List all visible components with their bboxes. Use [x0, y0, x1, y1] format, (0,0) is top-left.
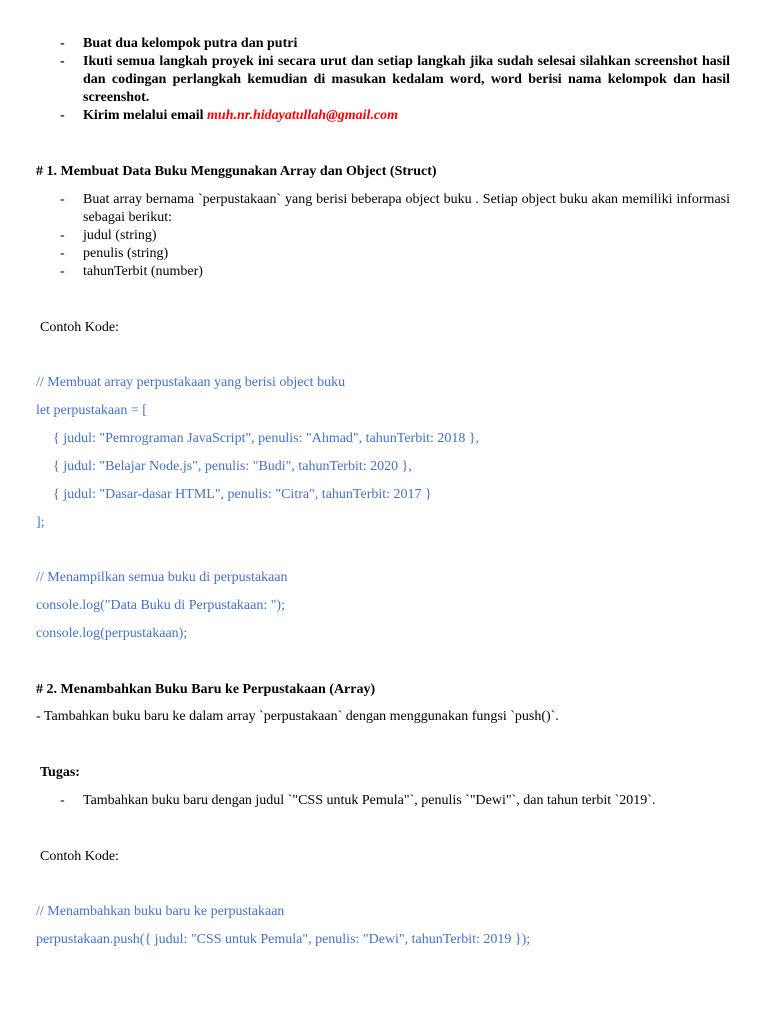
intro-item-groups	[60, 35, 730, 53]
intro-item-text	[83, 107, 730, 125]
section1-bullet-text: Buat array bernama `perpustakaan` yang berisi beberapa object buku . Setiap object buku akan memiliki informasi sebagai berikut:	[83, 192, 730, 225]
code-line: console.log(perpustakaan);	[36, 626, 188, 641]
list-bullet: -	[60, 793, 65, 808]
intro-item-text: Ikuti semua langkah proyek ini secara urut dan setiap langkah jika sudah selesai silahkan screenshot hasil dan codingan perlangkah kemudian di masukan kedalam word, word berisi nama kelompok dan hasil screenshot.	[83, 54, 730, 105]
code-line: { judul: "Belajar Node.js", penulis: "Budi", tahunTerbit: 2020 },	[53, 459, 412, 474]
section2-task-label: Tugas:	[40, 765, 80, 780]
list-bullet: -	[60, 54, 65, 69]
email-link[interactable]: muh.nr.hidayatullah@gmail.com	[207, 108, 399, 123]
code-line: console.log("Data Buku di Perpustakaan: ");	[36, 598, 285, 613]
section1-bullet-text: tahunTerbit (number)	[83, 264, 203, 279]
list-bullet: -	[60, 228, 65, 243]
email-label: Kirim melalui email	[83, 108, 208, 123]
section1-bullet-text: penulis (string)	[83, 246, 169, 261]
section1-heading: # 1. Membuat Data Buku Menggunakan Array dan Object (Struct)	[36, 164, 437, 179]
code-line: ];	[36, 515, 45, 530]
code-line: // Menampilkan semua buku di perpustakaan	[36, 570, 288, 585]
code-line: // Membuat array perpustakaan yang berisi object buku	[36, 375, 346, 390]
section1-bullet	[60, 245, 730, 263]
section2-task-text: Tambahkan buku baru dengan judul `"CSS untuk Pemula"`, penulis `"Dewi"`, dan tahun terbit `2019`.	[83, 793, 656, 808]
intro-item-email	[60, 107, 730, 125]
code-line: perpustakaan.push({ judul: "CSS untuk Pemula", penulis: "Dewi", tahunTerbit: 2019 });	[36, 932, 531, 947]
section1-bullet	[60, 263, 730, 281]
section2-example-label: Contoh Kode:	[40, 849, 119, 864]
section2-description: - Tambahkan buku baru ke dalam array `perpustakaan` dengan menggunakan fungsi `push()`.	[36, 709, 559, 724]
section1-bullet	[60, 191, 730, 227]
list-bullet: -	[60, 264, 65, 279]
section1-example-label: Contoh Kode:	[40, 320, 119, 335]
section1-bullet	[60, 227, 730, 245]
code-line: let perpustakaan = [	[36, 403, 147, 418]
list-bullet: -	[60, 36, 65, 51]
section1-bullet-text: judul (string)	[83, 228, 157, 243]
list-bullet: -	[60, 192, 65, 207]
code-line: { judul: "Dasar-dasar HTML", penulis: "Citra", tahunTerbit: 2017 }	[53, 487, 432, 502]
list-bullet: -	[60, 108, 65, 123]
section2-task-item	[60, 792, 730, 810]
intro-item-steps	[60, 53, 730, 107]
intro-item-text: Buat dua kelompok putra dan putri	[83, 36, 298, 51]
section2-heading: # 2. Menambahkan Buku Baru ke Perpustakaan (Array)	[36, 682, 376, 697]
code-line: { judul: "Pemrograman JavaScript", penulis: "Ahmad", tahunTerbit: 2018 },	[53, 431, 480, 446]
list-bullet: -	[60, 246, 65, 261]
code-line: // Menambahkan buku baru ke perpustakaan	[36, 904, 285, 919]
